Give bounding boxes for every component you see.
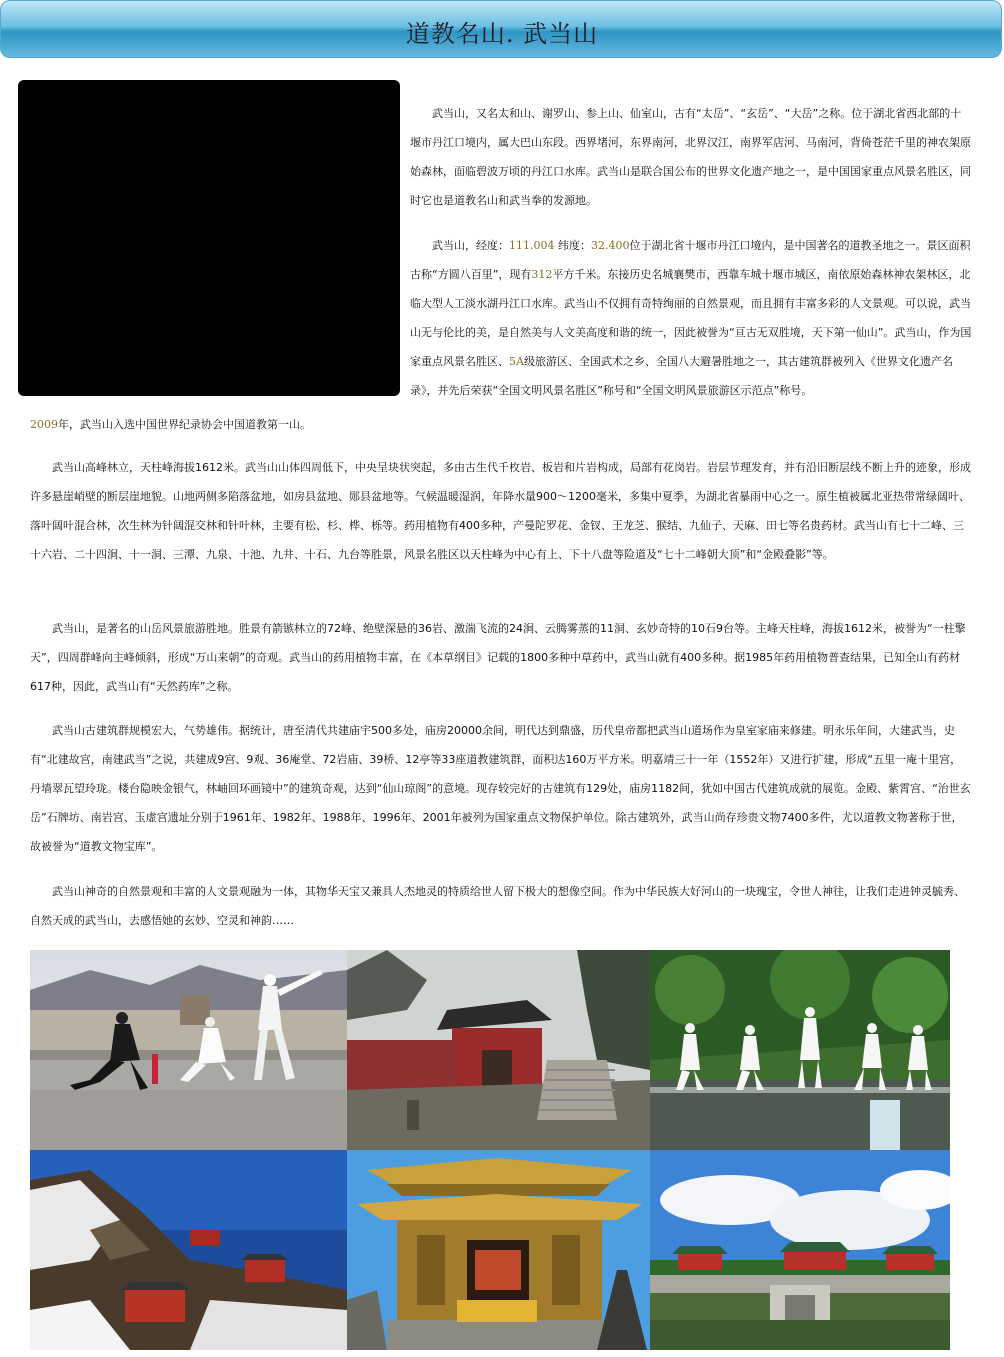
tai-chi-group-photo	[650, 950, 950, 1150]
page-title: 道教名山. 武当山	[405, 20, 599, 48]
title-bar	[0, 0, 1002, 58]
video-player[interactable]	[18, 80, 400, 396]
paragraph-geography: 武当山高峰林立，天柱峰海拔1612米。武当山山体四周低下，中央呈块状突起，多由古生代千枚岩、板岩和片岩构成，局部有花岗岩。岩层节理发育，并有沿旧断层线不断上升的迹象，形成许多悬崖峭壁的断层崖地貌。山地两侧多陷落盆地，如房县盆地、郧县盆地等。气候温暖湿润，年降水量900～1200毫米，多集中夏季，为湖北省暴雨中心之一。原生植被属北亚热带常绿阔叶、落叶阔叶混合林，次生林为针阔混交林和针叶林，主要有松、杉、桦、栎等。药用植物有400多种，产曼陀罗花、金钗、王龙芝、猴结、九仙子、天麻、田七等名贵药材。武当山有七十二峰、三十六岩、二十四涧、十一洞、三潭、九泉、十池、九井、十石、九台等胜景，风景名胜区以天柱峰为中心有上、下十八盘等险道及“七十二峰朝大顶”和“金殿叠影”等。	[30, 461, 971, 561]
paragraph-location-tail: 2009年，武当山入选中国世界纪录协会中国道教第一山。	[30, 418, 311, 431]
paragraph-architecture: 武当山古建筑群规模宏大，气势雄伟。据统计，唐至清代共建庙宇500多处，庙房20000余间，明代达到鼎盛，历代皇帝都把武当山道场作为皇室家庙来修建。明永乐年间，大建武当，史有“北建故宫，南建武当”之说，共建成9宫、9观、36庵堂、72岩庙、39桥、12亭等33座道教建筑群，面积达160万平方米。明嘉靖三十一年（1552年）又进行扩建，形成“五里一庵十里宫，丹墙翠瓦望玲珑。楼台隐映金银气，林岫回环画镜中”的建筑奇观，达到“仙山琼阁”的意境。现存较完好的古建筑有129处，庙房1182间，犹如中国古代建筑成就的展览。金殿、紫霄宫、“治世玄岳”石牌坊、南岩宫、玉虚宫遗址分别于1961年、1982年、1988年、1996年、2001年被列为国家重点文物保护单位。除古建筑外，武当山尚存珍贵文物7400多件，尤以道教文物著称于世，故被誉为“道教文物宝库”。	[30, 724, 971, 853]
paragraph-location: 武当山，经度：111.004 纬度：32.400位于湖北省十堰市丹江口境内，是中国著名的道教圣地之一。景区面积古称“方圆八百里”，现有312平方千米。东接历史名城襄樊市，西靠车城十堰市城区，南依原始森林神农架林区，北临大型人工淡水湖丹江口水库。武当山不仅拥有奇特绚丽的自然景观，而且拥有丰富多彩的人文景观。可以说，武当山无与伦比的美，是自然美与人文美高度和谐的统一，因此被誉为“亘古无双胜境，天下第一仙山”。武当山，作为国家重点风景名胜区、5A级旅游区、全国武术之乡、全国八大避暑胜地之一，其古建筑群被列入《世界文化遗产名录》，并先后荣获“全国文明风景名胜区”称号和“全国文明风景旅游区示范点”称号。	[410, 239, 972, 397]
martial-arts-sword-photo	[30, 950, 347, 1150]
paragraph-scenery: 武当山，是著名的山岳风景旅游胜地。胜景有箭镞林立的72峰、绝壁深悬的36岩、激湍飞流的24涧、云腾雾蒸的11洞、玄妙奇特的10石9台等。主峰天柱峰，海拔1612米，被誉为“一柱擎天”，四周群峰向主峰倾斜，形成“万山来朝”的奇观。武当山的药用植物丰富，在《本草纲目》记载的1800多种中草药中，武当山就有400多种。据1985年药用植物普查结果，已知全山有药材617种，因此，武当山有“天然药库”之称。	[30, 622, 966, 693]
temple-complex-photo	[650, 1150, 950, 1350]
paragraph-conclusion: 武当山神奇的自然景观和丰富的人文景观融为一体，其物华天宝又兼具人杰地灵的特质给世人留下极大的想像空间。作为中华民族大好河山的一块瑰宝，令世人神往，让我们走进钟灵毓秀、自然天成的武当山，去感悟她的玄妙、空灵和神韵……	[30, 885, 965, 927]
golden-hall-photo	[347, 1150, 650, 1350]
photo-gallery	[30, 950, 950, 1350]
mountain-temples-snow-photo	[30, 1150, 347, 1350]
paragraph-intro: 武当山，又名太和山、谢罗山、参上山、仙室山，古有“太岳”、“玄岳”、“大岳”之称。位于湖北省西北部的十堰市丹江口境内，属大巴山东段。西界堵河，东界南河，北界汉江，南界军店河、马南河，背倚苍茫千里的神农架原始森林，面临碧波万顷的丹江口水库。武当山是联合国公布的世界文化遗产地之一，是中国国家重点风景名胜区，同时它也是道教名山和武当拳的发源地。	[410, 107, 971, 207]
temple-gate-photo	[347, 950, 650, 1150]
